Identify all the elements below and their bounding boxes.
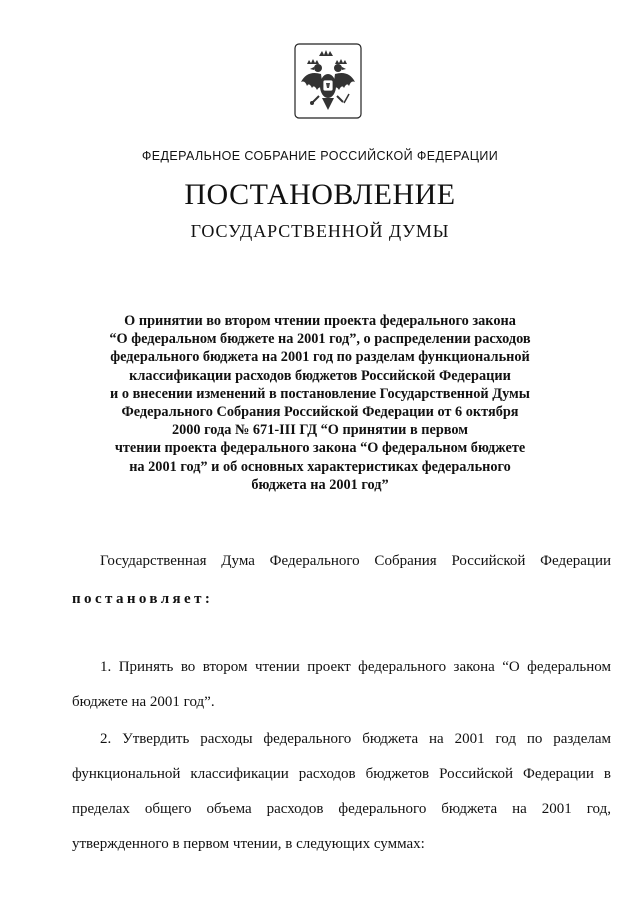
title-line: Федерального Собрания Российской Федерации от 6 октября	[121, 404, 519, 421]
item-2-line: пределах общего объема расходов федерального бюджета на 2001 год,	[72, 801, 611, 817]
title-line: бюджета на 2001 год”	[251, 476, 389, 493]
item-1-line: 1. Принять во втором чтении проект федерального закона “О федеральном	[100, 659, 611, 675]
preamble-text: Государственная Дума Федерального Собрания Российской Федерации	[100, 553, 611, 569]
title-line: чтении проекта федерального закона “О федеральном бюджете	[114, 440, 526, 457]
title-line: О принятии во втором чтении проекта федерального закона	[124, 313, 516, 329]
title-line: 2000 года № 671-III ГД “О принятии в первом	[171, 422, 469, 439]
item-2-line: функциональной классификации расходов бюджетов Российской Федерации в	[72, 766, 611, 782]
title-line: федерального бюджета на 2001 год по разделам функциональной	[110, 349, 530, 366]
resolves-keyword: постановляет:	[72, 591, 214, 607]
title-line: и о внесении изменений в постановление Государственной Думы	[110, 385, 530, 402]
state-emblem-icon	[293, 42, 363, 120]
title-line: классификации расходов бюджетов Российской Федерации	[129, 367, 511, 384]
document-type-heading: ПОСТАНОВЛЕНИЕ	[184, 178, 456, 211]
item-2-line: 2. Утвердить расходы федерального бюджета на 2001 год по разделам	[100, 731, 611, 747]
issuing-body-heading: ГОСУДАРСТВЕННОЙ ДУМЫ	[190, 221, 450, 241]
item-1-line: бюджете на 2001 год”.	[72, 694, 215, 710]
title-line: “О федеральном бюджете на 2001 год”, о распределении расходов	[109, 331, 531, 348]
assembly-heading: ФЕДЕРАЛЬНОЕ СОБРАНИЕ РОССИЙСКОЙ ФЕДЕРАЦИИ	[141, 149, 499, 163]
document-title	[0, 312, 640, 494]
title-line: на 2001 год” и об основных характеристиках федерального	[129, 458, 511, 475]
item-2-line: утвержденного в первом чтении, в следующих суммах:	[72, 836, 425, 852]
